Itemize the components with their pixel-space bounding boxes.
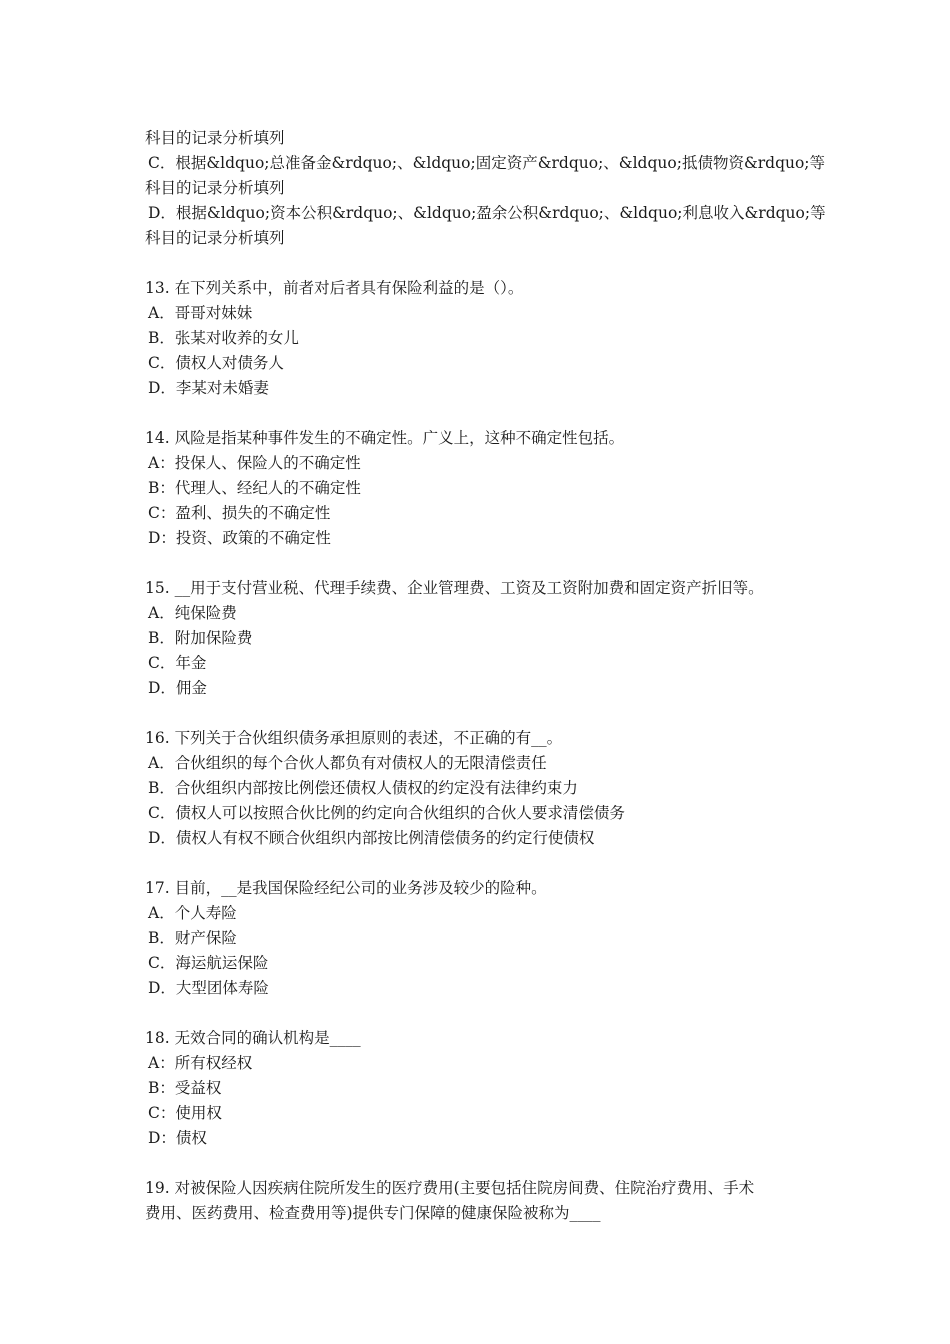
option-b: B：代理人、经纪人的不确定性 [148,479,361,497]
option-b: B．合伙组织内部按比例偿还债权人债权的约定没有法律约束力 [148,779,578,797]
option-b: B：受益权 [148,1079,222,1097]
option-d: D：投资、政策的不确定性 [148,529,331,547]
option-d: D：债权 [148,1129,207,1147]
option-b: B．附加保险费 [148,629,253,647]
option-c: C：使用权 [148,1104,222,1122]
previous-question-fragment [145,126,826,251]
option-a: A．哥哥对妹妹 [148,304,253,322]
option-c: C：盈利、损失的不确定性 [148,504,331,522]
option-d: D．李某对未婚妻 [148,379,269,397]
question-stem-line-2: 费用、医药费用、检查费用等)提供专门保障的健康保险被称为____ [145,1204,601,1222]
option-a: A：投保人、保险人的不确定性 [148,454,361,472]
option-c: C．海运航运保险 [148,954,269,972]
question-stem: 17. 目前，__是我国保险经纪公司的业务涉及较少的险种。 [145,879,547,897]
question-13 [145,276,810,401]
question-17 [145,876,810,1001]
question-14 [145,426,810,551]
option-c: C．年金 [148,654,207,672]
option-d: D．根据&ldquo;资本公积&rdquo;、&ldquo;盈余公积&rdquo;、&ldquo;利息收入&rdquo;等 [148,204,826,222]
question-stem-line-1: 19. 对被保险人因疾病住院所发生的医疗费用(主要包括住院房间费、住院治疗费用、手术 [145,1179,755,1197]
option-c: C．根据&ldquo;总准备金&rdquo;、&ldquo;固定资产&rdquo;、&ldquo;抵债物资&rdquo;等 [148,154,826,172]
option-c: C．债权人对债务人 [148,354,284,372]
question-15 [145,576,810,701]
question-stem: 16. 下列关于合伙组织债务承担原则的表述，不正确的有__。 [145,729,563,747]
question-stem: 15. __用于支付营业税、代理手续费、企业管理费、工资及工资附加费和固定资产折旧等。 [145,579,764,597]
fragment-line: 科目的记录分析填列 [145,179,285,197]
fragment-line: 科目的记录分析填列 [145,229,285,247]
option-d: D．佣金 [148,679,207,697]
question-16 [145,726,810,851]
option-d: D．大型团体寿险 [148,979,269,997]
option-b: B．张某对收养的女儿 [148,329,299,347]
page-content [145,126,826,1226]
question-18 [145,1026,810,1151]
fragment-line: 科目的记录分析填列 [145,129,285,147]
question-stem: 13. 在下列关系中，前者对后者具有保险利益的是（）。 [145,279,524,297]
option-a: A．个人寿险 [148,904,237,922]
question-stem: 18. 无效合同的确认机构是____ [145,1029,361,1047]
option-a: A：所有权经权 [148,1054,253,1072]
option-a: A．纯保险费 [148,604,237,622]
question-stem: 14. 风险是指某种事件发生的不确定性。广义上，这种不确定性包括。 [145,429,625,447]
option-b: B．财产保险 [148,929,237,947]
option-d: D．债权人有权不顾合伙组织内部按比例清偿债务的约定行使债权 [148,829,595,847]
option-a: A．合伙组织的每个合伙人都负有对债权人的无限清偿责任 [148,754,547,772]
option-c: C．债权人可以按照合伙比例的约定向合伙组织的合伙人要求清偿债务 [148,804,625,822]
question-19 [145,1176,810,1226]
